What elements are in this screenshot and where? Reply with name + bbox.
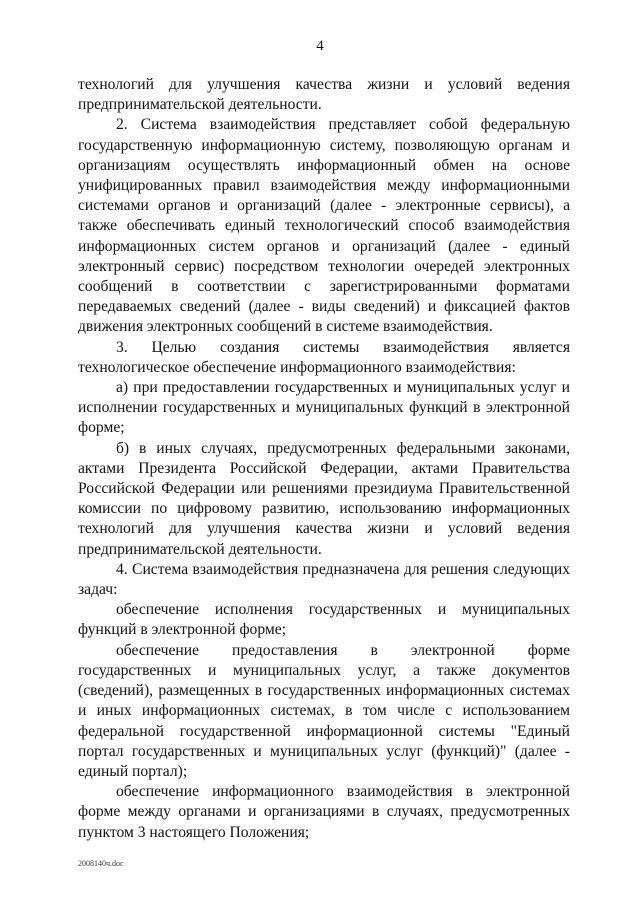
paragraph-task-interaction: обеспечение информационного взаимодействия в электронной форме между органами и организациями в случаях, предусмотренных пунктом 3 настоящего Положения; bbox=[78, 783, 570, 841]
paragraph-item-4: 4. Система взаимодействия предназначена для решения следующих задач: bbox=[78, 560, 570, 599]
page-number: 4 bbox=[316, 38, 324, 54]
document-body bbox=[78, 75, 570, 843]
paragraph-subitem-b: б) в иных случаях, предусмотренных федеральными законами, актами Президента Российской Федерации, актами Правительства Российской Федерации или решениями президиума Правительственной комиссии по цифровому развитию, использованию информационных технологий для улучшения качества жизни и условий ведения предпринимательской деятельности. bbox=[78, 439, 570, 558]
paragraph-subitem-a: а) при предоставлении государственных и муниципальных услуг и исполнении государственных и муниципальных функций в электронной форме; bbox=[78, 379, 570, 437]
paragraph-task-functions: обеспечение исполнения государственных и муниципальных функций в электронной форме; bbox=[78, 601, 570, 639]
paragraph-task-services: обеспечение предоставления в электронной форме государственных и муниципальных услуг, а также документов (сведений), размещенных в государственных информационных системах и иных информационных системах, в том числе с использованием федеральной государственной информационной системы "Единый портал государственных и муниципальных услуг (функций)" (далее - единый портал); bbox=[78, 641, 570, 780]
paragraph-item-2: 2. Система взаимодействия представляет собой федеральную государственную информационную систему, позволяющую органам и организациям осуществлять информационный обмен на основе унифицированных правил взаимодействия между информационными системами органов и организаций (далее - электронные сервисы), а также обеспечивать единый технологический способ взаимодействия информационных систем органов и организаций (далее - единый электронный сервис) посредством технологии очередей электронных сообщений в соответствии с зарегистрированными форматами передаваемых сведений (далее - виды сведений) и фиксацией фактов движения электронных сообщений в системе взаимодействия. bbox=[78, 116, 570, 336]
paragraph-continuation: технологий для улучшения качества жизни и условий ведения предпринимательской деятельности. bbox=[78, 76, 570, 114]
footer-file-code: 2008140ч.doc bbox=[78, 859, 124, 868]
paragraph-item-3: 3. Целью создания системы взаимодействия является технологическое обеспечение информационного взаимодействия: bbox=[78, 338, 570, 376]
